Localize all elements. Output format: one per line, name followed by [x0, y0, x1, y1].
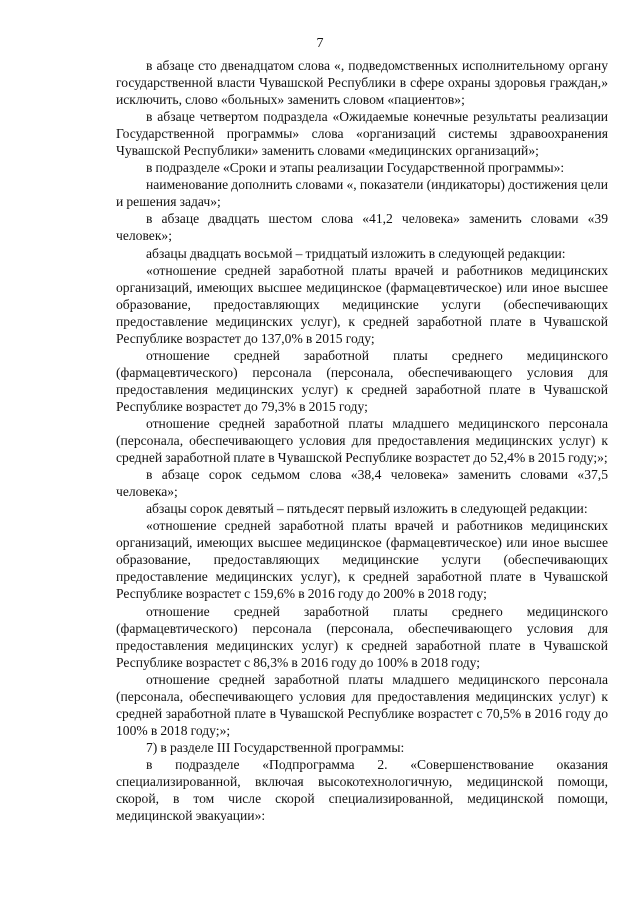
- paragraph: абзацы сорок девятый – пятьдесят первый изложить в следующей редакции:: [146, 501, 588, 517]
- page-number: 7: [316, 36, 324, 51]
- paragraph: в подразделе «Сроки и этапы реализации Государственной программы»:: [146, 160, 565, 176]
- paragraph: отношение средней заработной платы среднего медицинского (фармацевтического) персонала (персонала, обеспечивающего условия для предоставления медицинских услуг) к средней заработной плате в Чувашской Республике возрастет с 86,3% в 2016 году до 100% в 2018 году;: [116, 603, 608, 670]
- paragraph: в абзаце сорок седьмом слова «38,4 человека» заменить словами «37,5 человека»;: [116, 467, 608, 500]
- paragraph: в абзаце четвертом подраздела «Ожидаемые конечные результаты реализации Государственной программы» слова «организаций системы здравоохранения Чувашской Республики» заменить словами «медицинских организаций»;: [116, 109, 608, 159]
- document-body: [116, 57, 608, 824]
- paragraph: отношение средней заработной платы среднего медицинского (фармацевтического) персонала (персонала, обеспечивающего условия для предоставления медицинских услуг) к средней заработной плате в Чувашской Республике возрастет до 79,3% в 2015 году;: [116, 347, 608, 414]
- paragraph: в абзаце сто двенадцатом слова «, подведомственных исполнительному органу государственной власти Чувашской Республики в сфере охраны здоровья граждан,» исключить, слово «больных» заменить словом «пациентов»;: [116, 58, 608, 108]
- paragraph: абзацы двадцать восьмой – тридцатый изложить в следующей редакции:: [146, 245, 566, 261]
- paragraph: отношение средней заработной платы младшего медицинского персонала (персонала, обеспечивающего условия для предоставления медицинских услуг) к средней заработной плате в Чувашской Республике возрастет с 70,5% в 2016 году до 100% в 2018 году;»;: [116, 671, 608, 738]
- paragraph: в абзаце двадцать шестом слова «41,2 человека» заменить словами «39 человек»;: [116, 211, 608, 244]
- paragraph: наименование дополнить словами «, показатели (индикаторы) достижения цели и решения задач»;: [116, 177, 608, 210]
- paragraph: «отношение средней заработной платы врачей и работников медицинских организаций, имеющих высшее медицинское (фармацевтическое) или иное высшее образование, предоставляющих медицинские услуги (обеспечивающих предоставление медицинских услуг), к средней заработной плате в Чувашской Республике возрастет до 137,0% в 2015 году;: [116, 262, 608, 346]
- paragraph: 7) в разделе III Государственной программы:: [146, 739, 405, 755]
- paragraph: в подразделе «Подпрограмма 2. «Совершенствование оказания специализированной, включая высокотехнологичную, медицинской помощи, скорой, в том числе скорой специализированной, медицинской помощи, медицинской эвакуации»:: [116, 756, 608, 824]
- paragraph: «отношение средней заработной платы врачей и работников медицинских организаций, имеющих высшее медицинское (фармацевтическое) или иное высшее образование, предоставляющих медицинские услуги (обеспечивающих предоставление медицинских услуг), к средней заработной плате в Чувашской Республике возрастет с 159,6% в 2016 году до 200% в 2018 году;: [116, 518, 608, 602]
- paragraph: отношение средней заработной платы младшего медицинского персонала (персонала, обеспечивающего условия для предоставления медицинских услуг) к средней заработной плате в Чувашской Республике возрастет до 52,4% в 2015 году;»;: [116, 415, 608, 466]
